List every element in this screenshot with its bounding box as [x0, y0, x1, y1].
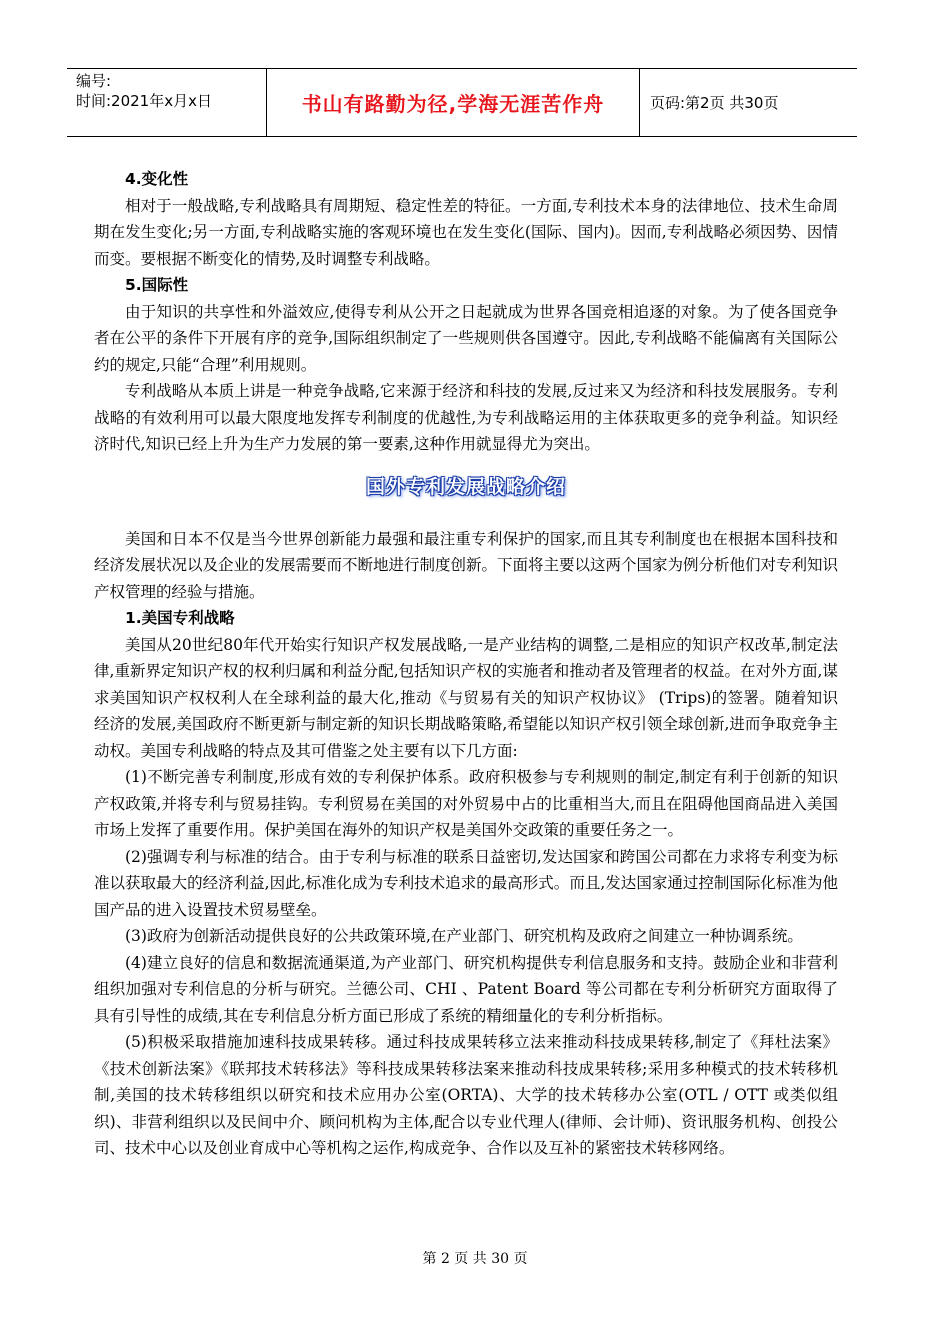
list-item: (2)强调专利与标准的结合。由于专利与标准的联系日益密切,发达国家和跨国公司都在力求将专利变为标准以获取最大的经济利益,因此,标准化成为专利技术追求的最高形式。而且,发达国家通过控制国际化标准为他国产品的进入设置技术贸易壁垒。: [94, 847, 838, 919]
section-heading-4: 4.变化性: [125, 170, 189, 188]
header-page-info: 页码:第2页 共30页: [650, 94, 779, 112]
document-body: [94, 166, 838, 1162]
paragraph: 专利战略从本质上讲是一种竞争战略,它来源于经济和科技的发展,反过来又为经济和科技发展服务。专利战略的有效利用可以最大限度地发挥专利制度的优越性,为专利战略运用的主体获取更多的竞争利益。知识经济时代,知识已经上升为生产力发展的第一要素,这种作用就显得尤为突出。: [94, 382, 838, 453]
header-meta: [67, 69, 267, 136]
page-footer: 第 2 页 共 30 页: [422, 1251, 528, 1267]
paragraph: 由于知识的共享性和外溢效应,使得专利从公开之日起就成为世界各国竞相追逐的对象。为了使各国竞争者在公平的条件下开展有序的竞争,国际组织制定了一些规则供各国遵守。因此,专利战略不能偏离有关国际公约的规定,只能“合理”利用规则。: [94, 302, 838, 374]
list-item: (4)建立良好的信息和数据流通渠道,为产业部门、研究机构提供专利信息服务和支持。鼓励企业和非营利组织加强对专利信息的分析与研究。兰德公司、CHI 、Patent Board 等公司都在专利分析研究方面取得了具有引导性的成绩,其在专利信息分析方面已形成了系统的精细量化的专利分析指标。: [94, 953, 838, 1025]
section-heading-5: 5.国际性: [125, 276, 189, 294]
header-number-label: 编号:: [76, 72, 112, 90]
list-item: (3)政府为创新活动提供良好的公共政策环境,在产业部门、研究机构及政府之间建立一种协调系统。: [125, 927, 803, 945]
paragraph: 美国从20世纪80年代开始实行知识产权发展战略,一是产业结构的调整,二是相应的知识产权改革,制定法律,重新界定知识产权的权利归属和利益分配,包括知识产权的实施者和推动者及管理者的权益。在对外方面,谋求美国知识产权权利人在全球利益的最大化,推动《与贸易有关的知识产权协议》 (Trips)的签署。随着知识经济的发展,美国政府不断更新与制定新的知识长期战略策略,希望能以知识产权引领全球创新,进而争取竞争主动权。美国专利战略的特点及其可借鉴之处主要有以下几方面:: [94, 635, 838, 760]
page-header: [67, 68, 857, 137]
paragraph: 相对于一般战略,专利战略具有周期短、稳定性差的特征。一方面,专利技术本身的法律地位、技术生命周期在发生变化;另一方面,专利战略实施的客观环境也在发生变化(国际、国内)。因而,专利战略必须因势、因情而变。要根据不断变化的情势,及时调整专利战略。: [94, 196, 838, 268]
list-item: (1)不断完善专利制度,形成有效的专利保护体系。政府积极参与专利规则的制定,制定有利于创新的知识产权政策,并将专利与贸易挂钩。专利贸易在美国的对外贸易中占的比重相当大,而且在阻碍他国商品进入美国市场上发挥了重要作用。保护美国在海外的知识产权是美国外交政策的重要任务之一。: [94, 768, 838, 839]
section-title-banner: [94, 474, 838, 504]
list-item: (5)积极采取措施加速科技成果转移。通过科技成果转移立法来推动科技成果转移,制定了《拜杜法案》《技术创新法案》《联邦技术转移法》等科技成果转移法案来推动科技成果转移;采用多种模式的技术转移机制,美国的技术转移组织以研究和技术应用办公室(ORTA)、大学的技术转移办公室(OTL / OTT 或类似组织)、非营利组织以及民间中介、顾问机构为主体,配合以专业代理人(律师、会计师)、资讯服务机构、创投公司、技术中心以及创业育成中心等机构之运作,构成竞争、合作以及互补的紧密技术转移网络。: [94, 1033, 838, 1157]
section-title-text: 国外专利发展战略介绍: [365, 475, 566, 498]
subsection-heading-us: 1.美国专利战略: [125, 609, 235, 627]
header-time-label: 时间:2021年x月x日: [76, 92, 212, 110]
paragraph: 美国和日本不仅是当今世界创新能力最强和最注重专利保护的国家,而且其专利制度也在根据本国科技和经济发展状况以及企业的发展需要而不断地进行制度创新。下面将主要以这两个国家为例分析他们对专利知识产权管理的经验与措施。: [94, 529, 839, 601]
header-motto: 书山有路勤为径,学海无涯苦作舟: [267, 69, 640, 136]
